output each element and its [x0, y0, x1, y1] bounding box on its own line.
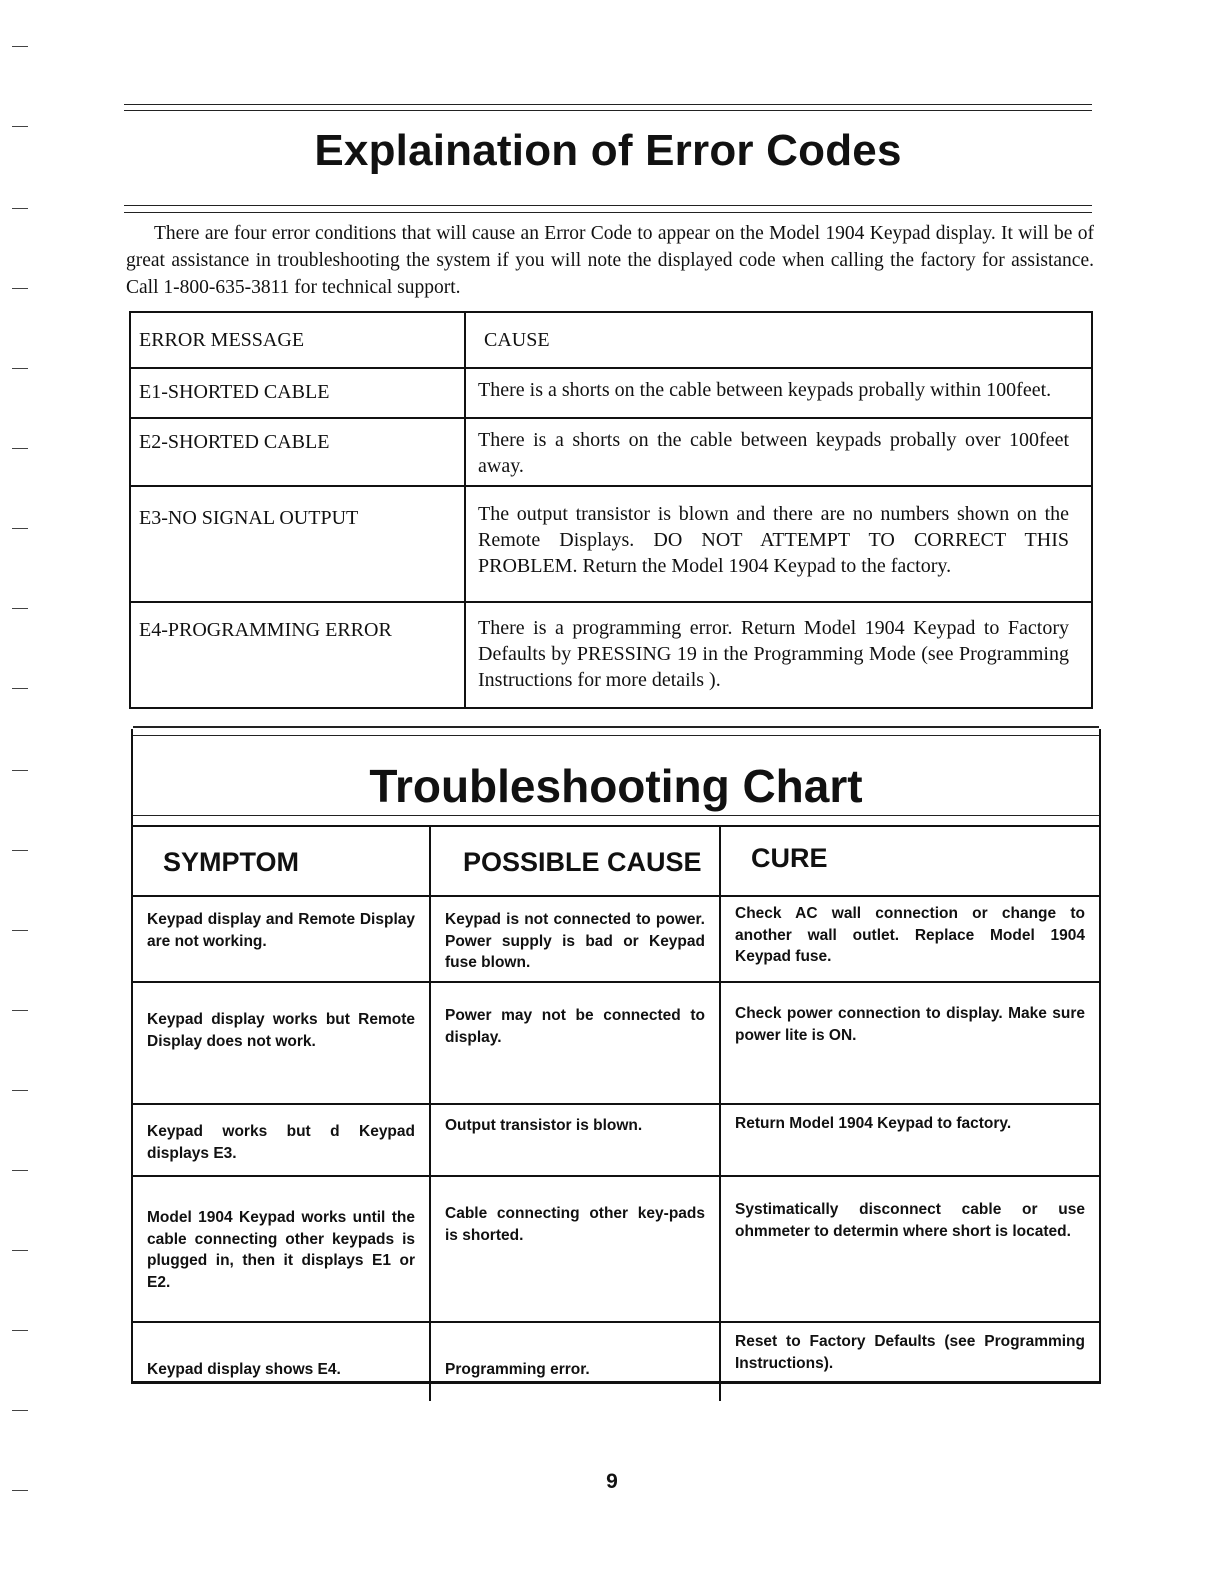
- margin-tick: [12, 528, 28, 529]
- margin-tick: [12, 126, 28, 127]
- table-row: [130, 368, 1092, 418]
- table-row: [130, 486, 1092, 602]
- page-title: Explaination of Error Codes: [314, 126, 902, 175]
- margin-tick: [12, 1010, 28, 1011]
- chart-rule-top: [133, 726, 1099, 728]
- symptom-header: SYMPTOM: [133, 826, 430, 896]
- chart-title-rule: [133, 815, 1099, 816]
- symptom-cell: Keypad display works but Remote Display does not work.: [133, 982, 430, 1104]
- margin-tick: [12, 448, 28, 449]
- margin-tick: [12, 930, 28, 931]
- cause-cell: Cable connecting other key-pads is shorted.: [430, 1176, 720, 1322]
- cause-cell: Power may not be connected to display.: [430, 982, 720, 1104]
- symptom-cell: Keypad display shows E4.: [133, 1322, 430, 1401]
- symptom-cell: Keypad display and Remote Display are not working.: [133, 896, 430, 982]
- cure-cell: Check power connection to display. Make sure power lite is ON.: [720, 982, 1099, 1104]
- title-rule-bottom: [124, 205, 1092, 206]
- table-row: [133, 982, 1099, 1104]
- cause-cell: Keypad is not connected to power. Power supply is bad or Keypad fuse blown.: [430, 896, 720, 982]
- table-row: [133, 1176, 1099, 1322]
- margin-tick: [12, 288, 28, 289]
- chart-rule-top: [133, 735, 1099, 736]
- margin-tick: [12, 608, 28, 609]
- error-cause: There is a shorts on the cable between keypads probally over 100feet away.: [465, 418, 1092, 486]
- possible-cause-header: POSSIBLE CAUSE: [430, 826, 720, 896]
- symptom-cell: Keypad works but d Keypad displays E3.: [133, 1104, 430, 1176]
- margin-tick: [12, 770, 28, 771]
- margin-tick: [12, 208, 28, 209]
- cure-cell: Systimatically disconnect cable or use ohmmeter to determin where short is located.: [720, 1176, 1099, 1322]
- cause-cell: Output transistor is blown.: [430, 1104, 720, 1176]
- troubleshooting-chart: [131, 729, 1101, 1384]
- title-rule-bottom: [124, 212, 1092, 213]
- cure-cell: Return Model 1904 Keypad to factory.: [720, 1104, 1099, 1176]
- title-rule-top: [124, 104, 1092, 105]
- error-code-table: [129, 311, 1093, 709]
- margin-tick: [12, 1170, 28, 1171]
- cure-cell: Reset to Factory Defaults (see Programming Instructions).: [720, 1322, 1099, 1401]
- error-code: E4-PROGRAMMING ERROR: [130, 602, 465, 708]
- margin-tick: [12, 1250, 28, 1251]
- error-code: E3-NO SIGNAL OUTPUT: [130, 486, 465, 602]
- cause-header: CAUSE: [465, 312, 1092, 368]
- margin-tick: [12, 688, 28, 689]
- table-row: [133, 896, 1099, 982]
- error-cause: There is a shorts on the cable between keypads probally within 100feet.: [465, 368, 1092, 418]
- margin-tick: [12, 1330, 28, 1331]
- margin-tick: [12, 1410, 28, 1411]
- margin-tick: [12, 46, 28, 47]
- symptom-cell: Model 1904 Keypad works until the cable connecting other keypads is plugged in, then it displays E1 or E2.: [133, 1176, 430, 1322]
- intro-paragraph: [126, 220, 1094, 301]
- error-code: E2-SHORTED CABLE: [130, 418, 465, 486]
- error-message-header: ERROR MESSAGE: [130, 312, 465, 368]
- margin-tick: [12, 368, 28, 369]
- table-row: [130, 602, 1092, 708]
- table-row: [133, 1104, 1099, 1176]
- page-number: 9: [606, 1470, 618, 1493]
- error-cause: There is a programming error. Return Model 1904 Keypad to Factory Defaults by PRESSING 19 in the Programming Mode (see Programming Instructions for more details ).: [465, 602, 1092, 708]
- error-code: E1-SHORTED CABLE: [130, 368, 465, 418]
- margin-tick: [12, 850, 28, 851]
- cure-header: CURE: [720, 826, 1099, 896]
- title-rule-top: [124, 110, 1092, 111]
- table-row: [133, 1322, 1099, 1401]
- intro-text: There are four error conditions that will cause an Error Code to appear on the Model 1904 Keypad display. It will be of great assistance in troubleshooting the system if you will note the displayed code when calling the factory for assistance. Call 1-800-635-3811 for technical support.: [126, 223, 1094, 298]
- troubleshooting-title: Troubleshooting Chart: [369, 760, 863, 812]
- table-row: [130, 418, 1092, 486]
- troubleshooting-table: [133, 825, 1099, 1401]
- cause-cell: Programming error.: [430, 1322, 720, 1401]
- error-cause: The output transistor is blown and there are no numbers shown on the Remote Displays. DO NOT ATTEMPT TO CORRECT THIS PROBLEM. Return the Model 1904 Keypad to the factory.: [465, 486, 1092, 602]
- margin-tick: [12, 1090, 28, 1091]
- cure-cell: Check AC wall connection or change to another wall outlet. Replace Model 1904 Keypad fuse.: [720, 896, 1099, 982]
